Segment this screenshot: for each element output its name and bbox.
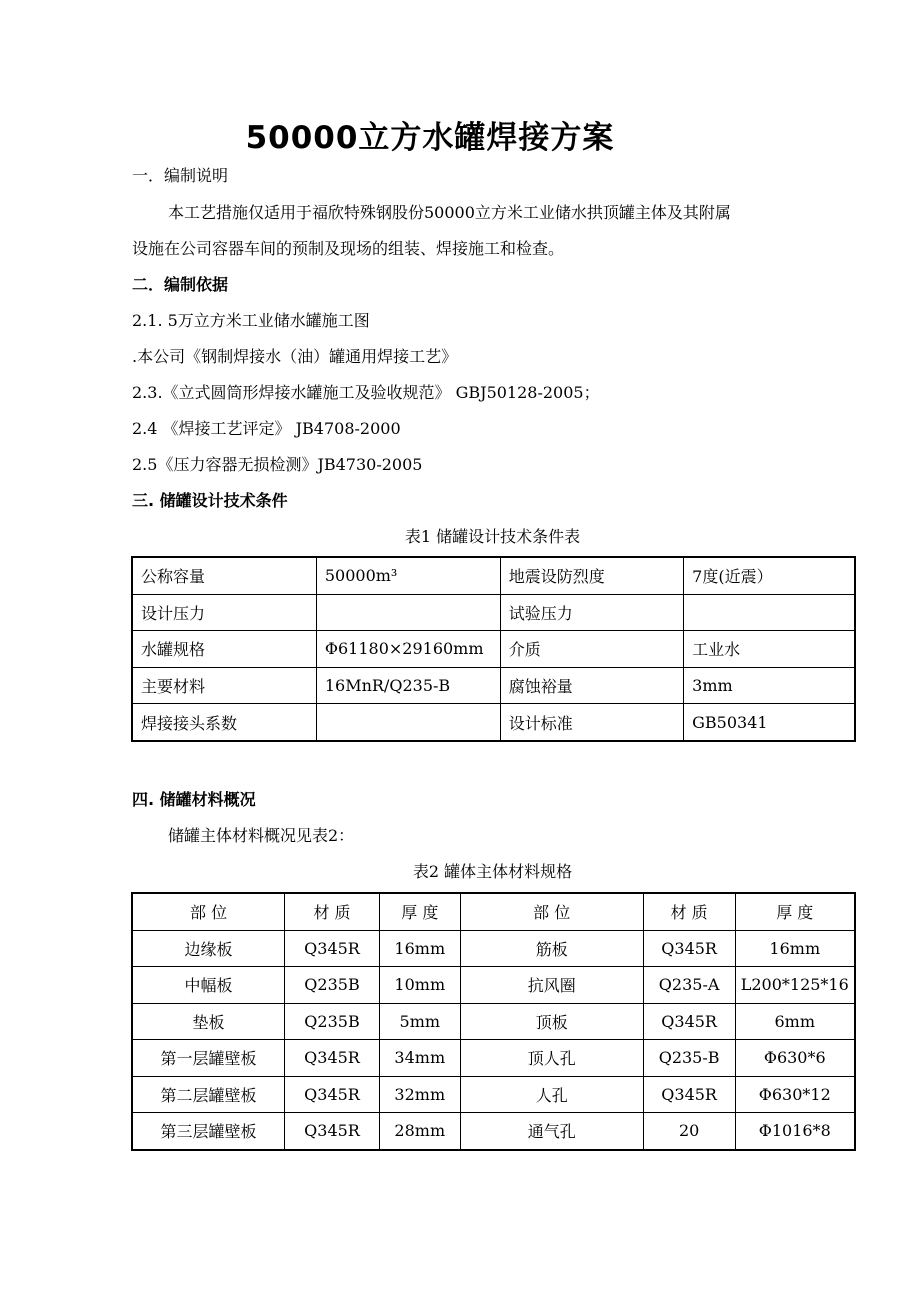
table-row: [132, 594, 855, 631]
table-cell: 16MnR/Q235-B: [316, 667, 500, 704]
table-cell: 设计压力: [132, 594, 316, 631]
column-header: 部 位: [460, 893, 643, 930]
table-row: [132, 1113, 855, 1150]
reference-item: .本公司《钢制焊接水（油）罐通用焊接工艺》: [132, 347, 458, 366]
table-cell: 边缘板: [132, 930, 285, 967]
table-cell: 公称容量: [132, 557, 316, 594]
table-cell: Q235B: [285, 1003, 380, 1040]
table-cell: Q235-A: [643, 967, 735, 1004]
table-cell: 6mm: [735, 1003, 855, 1040]
table-cell: 第三层罐壁板: [132, 1113, 285, 1150]
table-row: [132, 967, 855, 1004]
table-cell: 16mm: [735, 930, 855, 967]
table-cell: Q345R: [285, 1113, 380, 1150]
table-cell: Φ630*6: [735, 1040, 855, 1077]
table-cell: 第二层罐壁板: [132, 1076, 285, 1113]
table1-caption: 表1 储罐设计技术条件表: [404, 527, 581, 546]
column-header: 材 质: [285, 893, 380, 930]
table-row: [132, 1003, 855, 1040]
reference-item: 2.3.《立式圆筒形焊接水罐施工及验收规范》 GBJ50128-2005；: [132, 383, 600, 402]
table-cell: 7度(近震）: [684, 557, 855, 594]
section4-heading: 四. 储罐材料概况: [132, 790, 256, 809]
column-header: 材 质: [643, 893, 735, 930]
table-row: [132, 557, 855, 594]
table-cell: 28mm: [379, 1113, 460, 1150]
section3-heading: 三. 储罐设计技术条件: [132, 491, 288, 510]
table-cell: 介质: [500, 631, 683, 668]
table-cell: 20: [643, 1113, 735, 1150]
table-cell: Q345R: [643, 1076, 735, 1113]
table-cell: 顶人孔: [460, 1040, 643, 1077]
column-header: 厚 度: [379, 893, 460, 930]
table-cell: Q345R: [643, 930, 735, 967]
table2-caption: 表2 罐体主体材料规格: [412, 862, 573, 881]
table-cell: Q345R: [285, 930, 380, 967]
table-cell: 50000m³: [316, 557, 500, 594]
table-row: [132, 1040, 855, 1077]
table-cell: 通气孔: [460, 1113, 643, 1150]
table-cell: 32mm: [379, 1076, 460, 1113]
table-cell: 设计标准: [500, 704, 683, 741]
table-cell: 第一层罐壁板: [132, 1040, 285, 1077]
table-cell: 腐蚀裕量: [500, 667, 683, 704]
table-cell: 主要材料: [132, 667, 316, 704]
table-cell: 顶板: [460, 1003, 643, 1040]
table-cell: Q345R: [643, 1003, 735, 1040]
table-cell: 16mm: [379, 930, 460, 967]
table-header-row: [132, 893, 855, 930]
table-cell: Φ61180×29160mm: [316, 631, 500, 668]
table-row: [132, 704, 855, 741]
table-cell: GB50341: [684, 704, 855, 741]
materials-table: [131, 892, 856, 1151]
table-cell: Q345R: [285, 1040, 380, 1077]
table-cell: 试验压力: [500, 594, 683, 631]
table-cell: Φ630*12: [735, 1076, 855, 1113]
table-cell: 工业水: [684, 631, 855, 668]
document-title: 50000立方水罐焊接方案: [245, 120, 615, 156]
table-cell: 5mm: [379, 1003, 460, 1040]
section2-heading: 二．编制依据: [132, 275, 229, 294]
table-cell: 10mm: [379, 967, 460, 1004]
table-cell: 中幅板: [132, 967, 285, 1004]
table-cell: Q235-B: [643, 1040, 735, 1077]
table-cell: Q345R: [285, 1076, 380, 1113]
table-cell: 筋板: [460, 930, 643, 967]
table-cell: 水罐规格: [132, 631, 316, 668]
table-cell: 34mm: [379, 1040, 460, 1077]
table-row: [132, 631, 855, 668]
table-cell: 焊接接头系数: [132, 704, 316, 741]
table-row: [132, 930, 855, 967]
column-header: 部 位: [132, 893, 285, 930]
table-cell: [316, 594, 500, 631]
table-cell: 垫板: [132, 1003, 285, 1040]
section1-paragraph-line1: 本工艺措施仅适用于福欣特殊钢股份50000立方米工业储水拱顶罐主体及其附属: [168, 203, 731, 222]
table-row: [132, 1076, 855, 1113]
design-conditions-table: [131, 556, 856, 742]
reference-item: 2.1. 5万立方米工业储水罐施工图: [132, 311, 370, 330]
table-cell: L200*125*16: [735, 967, 855, 1004]
table-cell: 地震设防烈度: [500, 557, 683, 594]
table-cell: Q235B: [285, 967, 380, 1004]
table-cell: [316, 704, 500, 741]
table-cell: 抗风圈: [460, 967, 643, 1004]
table-cell: 3mm: [684, 667, 855, 704]
section1-paragraph-line2: 设施在公司容器车间的预制及现场的组装、焊接施工和检查。: [132, 239, 565, 258]
table-row: [132, 667, 855, 704]
reference-item: 2.5《压力容器无损检测》JB4730-2005: [132, 455, 423, 474]
section1-heading: 一．编制说明: [132, 166, 229, 185]
table-cell: Φ1016*8: [735, 1113, 855, 1150]
table-cell: [684, 594, 855, 631]
section4-intro: 储罐主体材料概况见表2：: [168, 826, 355, 845]
table-cell: 人孔: [460, 1076, 643, 1113]
reference-item: 2.4 《焊接工艺评定》 JB4708-2000: [132, 419, 401, 438]
column-header: 厚 度: [735, 893, 855, 930]
